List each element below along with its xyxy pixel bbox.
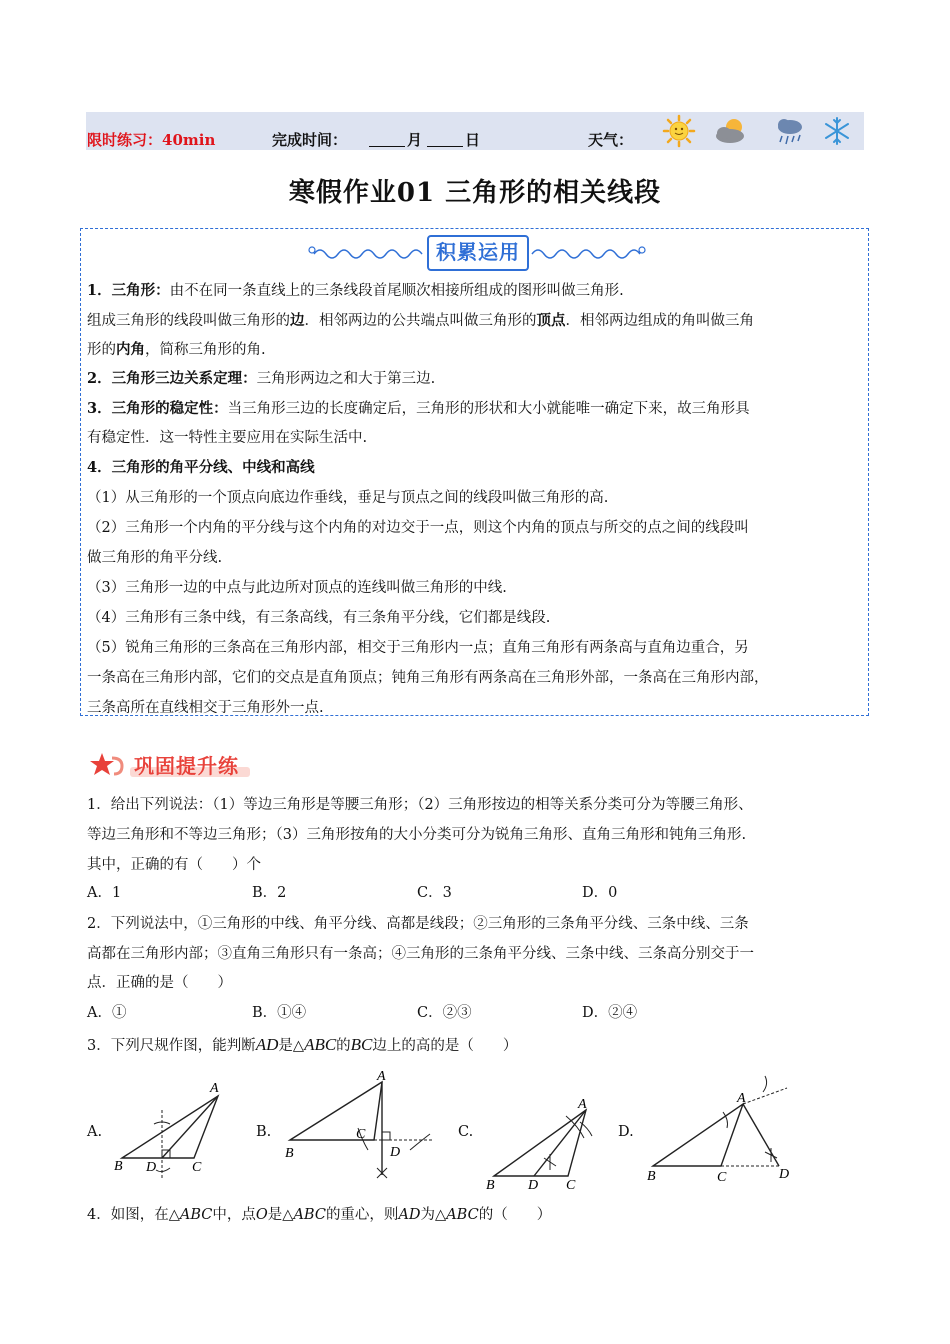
fig-b-label-c: C [356,1127,366,1142]
knowledge-line-2-part-3: ．相邻两边的公共端点叫做三角形的 [304,313,537,329]
fig-a-label-a: A [210,1081,219,1096]
q2-line-1: 2．下列说法中，①三角形的中线、角平分线、高都是线段；②三角形的三条角平分线、三条中线、三条 [87,916,749,932]
knowledge-line-6-part-1: 有稳定性．这一特性主要应用在实际生活中. [87,430,368,446]
q3-mid1: 是△ [278,1038,305,1054]
fig-d-label-a: A [737,1091,746,1106]
knowledge-line-14 [87,668,769,688]
knowledge-line-2 [87,311,754,331]
knowledge-line-15-part-1: 三条高所在直线相交于三角形外一点. [87,700,324,716]
q1-option-c[interactable]: C．3 [417,885,452,901]
q3-option-c[interactable]: C. [458,1124,474,1140]
q4-post: 的（ ） [478,1207,552,1223]
knowledge-line-6 [87,428,367,448]
finish-time-day: 日 [465,131,481,149]
page-title: 寒假作业01 三角形的相关线段 [288,178,662,208]
knowledge-line-1 [87,281,624,301]
knowledge-line-13-part-1: （5）锐角三角形的三条高在三角形内部，相交于三角形内一点；直角三角形有两条高与直角边重合，另 [87,640,749,656]
knowledge-line-4-part-2: 三角形两边之和大于第三边. [256,371,436,387]
cloudy-icon [712,114,752,148]
fig-d-label-d: D [779,1167,790,1182]
knowledge-line-12 [87,608,550,628]
fig-b-label-a: A [377,1070,386,1084]
knowledge-line-2-part-1: 组成三角形的线段叫做三角形的 [87,313,290,329]
knowledge-line-4-part-1: 2．三角形三边关系定理： [87,370,257,387]
month-blank [369,146,405,147]
q4-abc-3: ABC [446,1207,479,1223]
q4-pre: 4．如图，在△ [87,1207,180,1223]
wave-left-decoration [306,240,426,264]
fig-d-label-c: C [717,1170,727,1185]
q4-o: O [255,1207,268,1223]
knowledge-line-11 [87,578,507,598]
knowledge-line-7-part-1: 4．三角形的角平分线、中线和高线 [87,459,315,476]
fig-a-label-c: C [192,1160,202,1175]
star-icon [88,750,128,778]
knowledge-line-12-part-1: （4）三角形有三条中线，有三条高线，有三条角平分线，它们都是线段. [87,610,551,626]
knowledge-line-5 [87,399,750,419]
fig-c-label-d: D [528,1178,539,1193]
q1-option-b[interactable]: B．2 [252,885,287,901]
knowledge-line-3 [87,340,266,360]
q4-abc-2: ABC [293,1207,326,1223]
q2-option-c[interactable]: C．②③ [417,1005,472,1021]
knowledge-line-5-part-2: 当三角形三边的长度确定后，三角形的形状和大小就能唯一确定下来，故三角形具 [227,401,750,417]
knowledge-line-8-part-1: （1）从三角形的一个顶点向底边作垂线，垂足与顶点之间的线段叫做三角形的高. [87,490,609,506]
knowledge-line-1-part-1: 1．三角形： [87,282,170,299]
q2-line-2: 高都在三角形内部；③直角三角形只有一条高；④三角形的三条角平分线、三条中线、三条高分别交于一 [87,946,754,962]
q1-option-d[interactable]: D．0 [582,885,618,901]
q4-ad: AD [398,1207,421,1223]
q3-post: 边上的高的是（ ） [372,1038,518,1054]
q3-mid2: 的 [336,1038,351,1054]
day-blank [427,146,463,147]
knowledge-line-4 [87,369,435,389]
q3-ad: AD [255,1035,279,1054]
q4-mid1: 中，点 [212,1207,256,1223]
knowledge-line-2-part-5: ．相邻两边组成的角叫做三角 [565,313,754,329]
fig-c-label-b: B [486,1178,495,1193]
wave-right-decoration [528,240,648,264]
q3-bc: BC [350,1035,373,1054]
weather-label: 天气： [588,131,634,149]
q3-abc: ABC [304,1035,337,1054]
figure-b [282,1070,442,1185]
q4-abc-1: ABC [179,1207,213,1223]
figure-c [482,1070,602,1195]
figure-a [110,1070,235,1185]
q1-option-a[interactable]: A．1 [87,885,122,901]
snowflake-icon [822,114,852,148]
rain-icon [773,114,807,148]
fig-b-label-d: D [390,1145,401,1160]
knowledge-line-9-part-1: （2）三角形一个内角的平分线与这个内角的对边交于一点，则这个内角的顶点与所交的点之间的线段叫 [87,520,749,536]
q2-option-b[interactable]: B．①④ [252,1005,307,1021]
knowledge-line-9 [87,518,749,538]
figure-d [645,1070,805,1188]
finish-time-label: 完成时间： [272,131,348,149]
fig-c-label-c: C [566,1178,576,1193]
q2-line-3: 点．正确的是（ ） [87,975,232,991]
fig-a-label-d: D [146,1160,157,1175]
q4-mid2: 是△ [267,1207,294,1223]
q4-mid4: 为△ [420,1207,447,1223]
knowledge-line-5-part-1: 3．三角形的稳定性： [87,400,228,417]
knowledge-line-13 [87,638,749,658]
q3-pre: 3．下列尺规作图，能判断 [87,1038,256,1054]
knowledge-line-3-part-2: 内角 [116,341,145,358]
knowledge-line-3-part-1: 形的 [87,342,116,358]
q3-option-d[interactable]: D. [618,1124,634,1140]
knowledge-line-11-part-1: （3）三角形一边的中点与此边所对顶点的连线叫做三角形的中线. [87,580,507,596]
time-limit: 限时练习：40min [87,131,216,149]
fig-b-label-b: B [285,1146,294,1161]
sun-icon [662,114,696,148]
section-label-practice: 巩固提升练 [134,754,239,778]
q4-question [87,1205,551,1225]
q1-line-1: 1．给出下列说法：（1）等边三角形是等腰三角形；（2）三角形按边的相等关系分类可分为等腰三角形、 [87,797,753,813]
knowledge-line-2-part-4: 顶点 [536,312,566,329]
knowledge-line-3-part-3: ，简称三角形的角. [145,342,266,358]
knowledge-line-10-part-1: 做三角形的角平分线. [87,550,223,566]
q1-line-2: 等边三角形和不等边三角形；（3）三角形按角的大小分类可分为锐角三角形、直角三角形和钝角三角形. [87,827,747,843]
q4-mid3: 的重心，则 [325,1207,399,1223]
knowledge-line-1-part-2: 由不在同一条直线上的三条线段首尾顺次相接所组成的图形叫做三角形. [169,283,624,299]
knowledge-line-7 [87,458,315,478]
knowledge-line-2-part-2: 边 [290,312,305,329]
knowledge-line-15 [87,698,324,718]
section-label-accumulate: 积累运用 [427,235,529,271]
q3-option-b[interactable]: B. [256,1124,272,1140]
knowledge-line-14-part-1: 一条高在三角形内部，它们的交点是直角顶点；钝角三角形有两条高在三角形外部，一条高在三角形内部， [87,670,769,686]
q2-option-d[interactable]: D．②④ [582,1005,638,1021]
q3-question [87,1035,517,1056]
fig-d-label-b: B [647,1169,656,1184]
knowledge-line-10 [87,548,222,568]
fig-c-label-a: A [578,1097,587,1112]
knowledge-line-8 [87,488,608,508]
q2-option-a[interactable]: A．① [87,1005,127,1021]
fig-a-label-b: B [114,1159,123,1174]
q3-option-a[interactable]: A. [87,1124,103,1140]
q1-line-3: 其中，正确的有（ ）个 [87,857,261,873]
finish-time-month: 月 [407,131,423,149]
